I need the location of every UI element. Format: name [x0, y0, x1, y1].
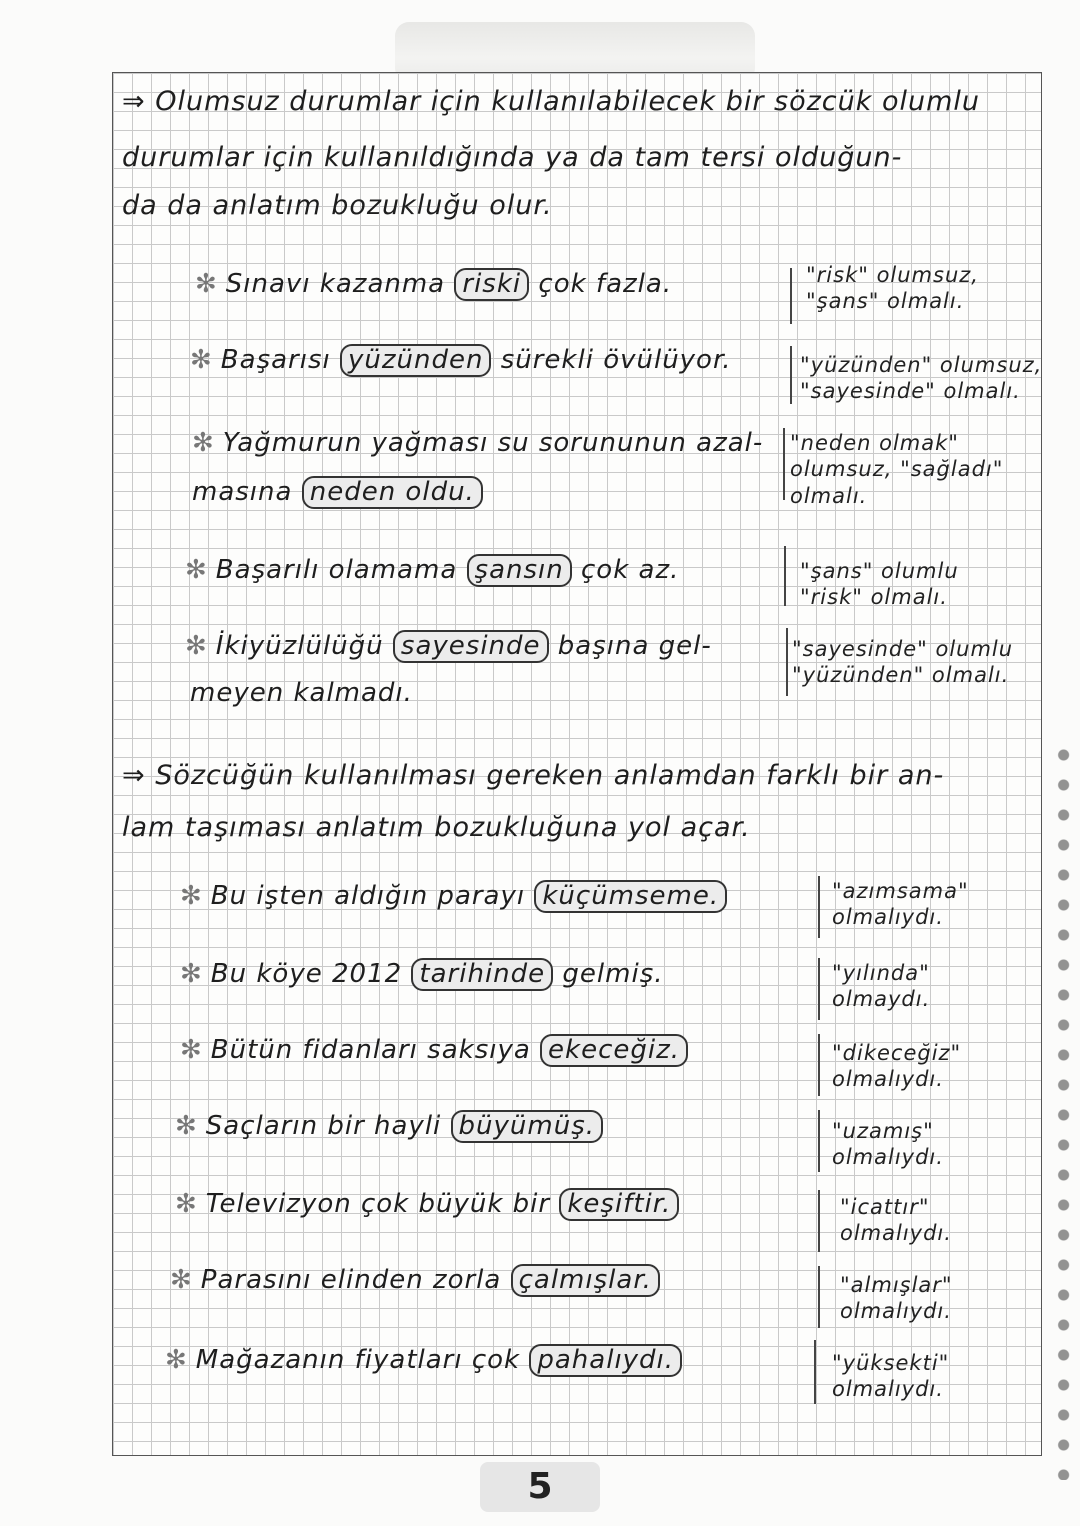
correction-note: "almışlar" olmalıydı. [840, 1273, 953, 1324]
bullet-icon: ✻ [180, 1035, 203, 1065]
example-sentence-cont: meyen kalmadı. [190, 678, 413, 708]
bullet-icon: ✻ [175, 1189, 198, 1219]
section1-intro-line1: ⇒ Olumsuz durumlar için kullanılabilecek bir sözcük olumlu [122, 86, 981, 117]
bullet-icon: ✻ [170, 1265, 193, 1295]
highlighted-word: yüzünden [340, 344, 491, 377]
example-sentence: ✻ Parasını elinden zorla çalmışlar. [170, 1264, 660, 1297]
spiral-binding [1048, 740, 1074, 1480]
page-number: 5 [480, 1462, 600, 1512]
correction-note: "şans" olumlu "risk" olmalı. [800, 559, 959, 610]
highlighted-word: tarihinde [411, 958, 553, 991]
highlighted-word: küçümseme. [534, 880, 727, 913]
bracket [775, 428, 785, 500]
highlighted-word: neden oldu. [302, 476, 483, 509]
bracket [778, 628, 788, 696]
example-sentence: ✻ Mağazanın fiyatları çok pahalıydı. [165, 1344, 682, 1377]
section2-intro-line1: ⇒ Sözcüğün kullanılması gereken anlamdan farklı bir an- [122, 760, 945, 791]
highlighted-word: şansın [467, 554, 572, 587]
example-sentence-cont: masına neden oldu. [192, 476, 483, 509]
bullet-icon: ✻ [165, 1345, 188, 1375]
correction-note: "yılında" olmaydı. [832, 961, 931, 1012]
bracket [810, 1266, 820, 1328]
correction-note: "risk" olumsuz, "şans" olmalı. [806, 263, 979, 314]
correction-note: "dikeceğiz" olmalıydı. [832, 1041, 962, 1092]
correction-note: "icattır" olmalıydı. [840, 1195, 952, 1246]
correction-note: "yüksekti" olmalıydı. [832, 1351, 950, 1402]
highlighted-word: keşiftir. [559, 1188, 679, 1221]
bracket [810, 1034, 820, 1096]
example-sentence: ✻ Bütün fidanları saksıya ekeceğiz. [180, 1034, 688, 1067]
correction-note: "uzamış" olmalıydı. [832, 1119, 944, 1170]
highlighted-word: büyümüş. [451, 1110, 603, 1143]
example-sentence: ✻ Bu köye 2012 tarihinde gelmiş. [180, 959, 664, 989]
bracket [810, 1190, 820, 1252]
example-sentence: ✻ Başarılı olamama şansın çok az. [185, 555, 680, 585]
example-sentence: ✻ Yağmurun yağması su sorununun azal- [192, 428, 764, 458]
bracket [776, 546, 786, 606]
bracket [810, 958, 820, 1020]
correction-note: "neden olmak" olumsuz, "sağladı" olmalı. [790, 431, 1004, 508]
bracket [810, 876, 820, 938]
section1-intro-line3: da da anlatım bozukluğu olur. [122, 190, 553, 221]
example-sentence: ✻ Başarısı yüzünden sürekli övülüyor. [190, 345, 732, 375]
highlighted-word: çalmışlar. [511, 1264, 660, 1297]
correction-note: "sayesinde" olumlu "yüzünden" olmalı. [792, 637, 1014, 688]
bullet-icon: ✻ [175, 1111, 198, 1141]
bullet-icon: ✻ [185, 631, 208, 661]
bracket [782, 346, 792, 404]
bullet-icon: ✻ [195, 269, 218, 299]
correction-note: "yüzünden" olumsuz, "sayesinde" olmalı. [800, 353, 1043, 404]
section2-intro-line2: lam taşıması anlatım bozukluğuna yol açar. [122, 812, 751, 843]
bullet-icon: ✻ [192, 428, 215, 458]
correction-note: "azımsama" olmalıydı. [832, 879, 969, 930]
example-sentence: ✻ Saçların bir hayli büyümüş. [175, 1110, 603, 1143]
example-sentence: ✻ Televizyon çok büyük bir keşiftir. [175, 1188, 679, 1221]
example-sentence: ✻ Sınavı kazanma riski çok fazla. [195, 269, 673, 299]
bullet-icon: ✻ [180, 881, 203, 911]
example-sentence: ✻ Bu işten aldığın parayı küçümseme. [180, 880, 727, 913]
highlighted-word: ekeceğiz. [540, 1034, 688, 1067]
bracket [806, 1340, 816, 1404]
highlighted-word: pahalıydı. [529, 1344, 682, 1377]
bullet-icon: ✻ [180, 959, 203, 989]
bullet-icon: ✻ [190, 345, 213, 375]
bracket [782, 268, 792, 324]
highlighted-word: riski [454, 268, 529, 301]
section1-intro-line2: durumlar için kullanıldığında ya da tam tersi olduğun- [122, 142, 903, 173]
bullet-icon: ✻ [185, 555, 208, 585]
highlighted-word: sayesinde [393, 630, 549, 663]
example-sentence: ✻ İkiyüzlülüğü sayesinde başına gel- [185, 631, 712, 661]
bracket [810, 1110, 820, 1172]
